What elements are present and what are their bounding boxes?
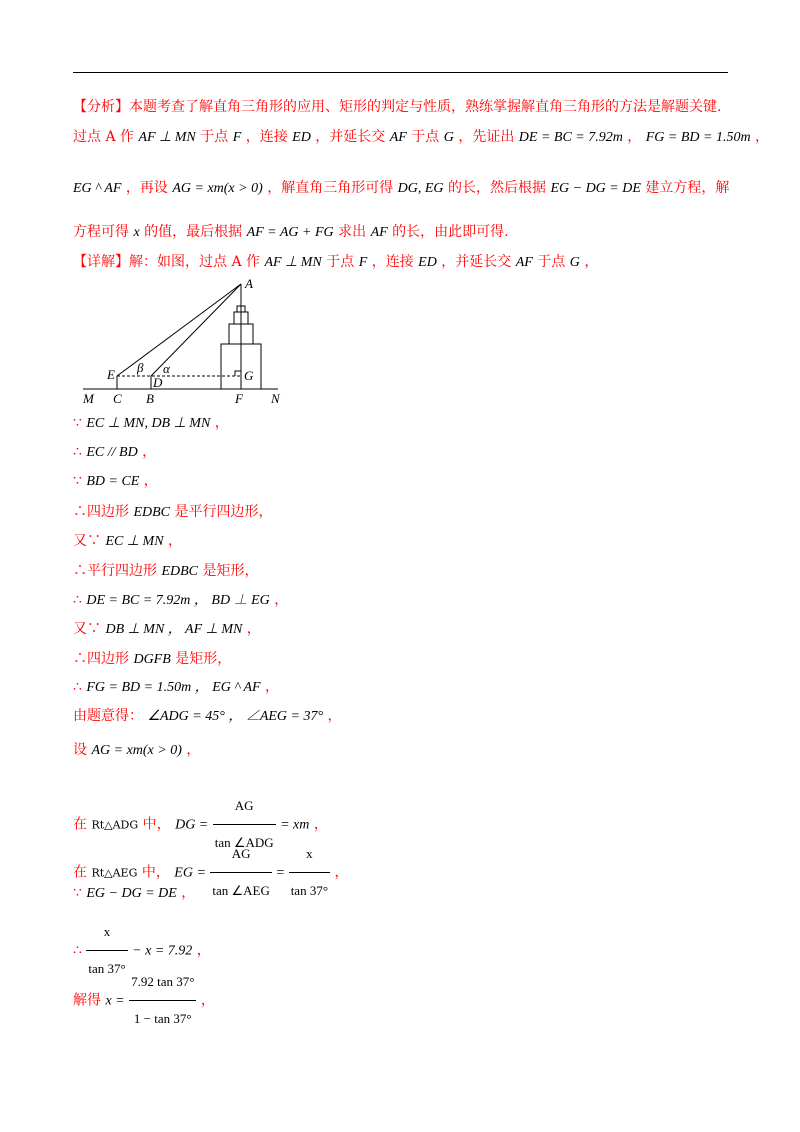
equation-result: 解得 x = $\frac{7.92 \tan 37^\circ}{1 - \tan 37^\circ}$ ， <box>73 964 733 1037</box>
label-e: E <box>107 367 115 382</box>
label-f: F <box>235 391 243 406</box>
step-6: ∴平行四边形 EDBC 是矩形， <box>73 563 259 579</box>
step-12: 设 AG = xm(x > 0) ， <box>73 742 201 758</box>
top-rule <box>73 72 728 73</box>
step-9: ∴四边形 DGFB 是矩形， <box>73 651 232 667</box>
label-c: C <box>113 391 122 406</box>
fraction-x-tan37-2: $\frac{x}{\tan 37^\circ}$ <box>86 914 127 987</box>
step-2: ∴ EC // BD ， <box>73 444 157 460</box>
fraction-x-tan37: $\frac{x}{\tan 37^\circ}$ <box>289 836 330 909</box>
label-b: B <box>146 391 154 406</box>
fraction-ag-tan-adg: $\frac{AG}{\text{tan ∠ADG}}$ <box>213 788 276 861</box>
equation-solve: ∴ $\frac{x}{\tan 37^\circ}$ − x = 7.92 ， <box>73 914 733 987</box>
detail-line-1: 【详解】解：如图，过点 A 作 AF ⊥ MN 于点 F ，连接 ED ，并延长交 AF 于点 G ， <box>73 254 599 270</box>
label-d: D <box>153 375 163 390</box>
analysis-line-1: 【分析】本题考查了解直角三角形的应用、矩形的判定与性质，熟练掌握解直角三角形的方法是解题关键. <box>73 99 722 115</box>
analysis-line-4: 方程可得 x 的值，最后根据 AF = AG + FG 求出 AF 的长，由此即可得. <box>73 224 509 240</box>
step-11: 由题意得： ∠ADG = 45° ， ∠AEG = 37° ， <box>73 708 342 724</box>
step-8: 又∵ DB ⊥ MN ， AF ⊥ MN ， <box>73 621 261 637</box>
equation-dg: 在 Rt△ADG 中， DG = $\frac{AG}{\text{tan ∠ADG}}$ = xm ， <box>73 788 733 861</box>
step-7: ∴ DE = BC = 7.92m ， BD ⊥ EG ， <box>73 592 289 608</box>
fraction-result: $\frac{7.92 \tan 37^\circ}{1 - \tan 37^\circ}$ <box>129 964 196 1037</box>
analysis-line-2: 过点 A 作 AF ⊥ MN 于点 F ，连接 ED ，并延长交 AF 于点 G ，先证出 DE = BC = 7.92m ， FG = BD = 1.50m ， <box>73 129 770 145</box>
step-1: ∵ EC ⊥ MN, DB ⊥ MN ， <box>73 415 229 431</box>
step-5: 又∵ EC ⊥ MN ， <box>73 533 182 549</box>
label-m: M <box>83 391 94 406</box>
label-n: N <box>271 391 280 406</box>
step-3: ∵ BD = CE ， <box>73 473 158 489</box>
analysis-line-3: EG ^ AF ，再设 AG = xm(x > 0) ，解直角三角形可得 DG, EG 的长，然后根据 EG − DG = DE 建立方程，解 <box>73 180 730 196</box>
step-10: ∴ FG = BD = 1.50m ， EG ^ AF ， <box>73 679 280 695</box>
equation-difference: ∵ EG − DG = DE ， <box>73 885 196 901</box>
label-g: G <box>244 368 254 383</box>
right-angle-mark <box>235 371 241 376</box>
segment-ae <box>117 284 241 376</box>
label-a: A <box>245 276 253 291</box>
fraction-ag-tan-aeg: $\frac{AG}{\text{tan ∠AEG}}$ <box>210 836 272 909</box>
label-beta: β <box>137 360 144 375</box>
equation-eg: 在 Rt△AEG 中， EG = $\frac{AG}{\text{tan ∠AEG}}$ = $\frac{x}{\tan 37^\circ}$ ， <box>73 836 733 909</box>
step-4: ∴四边形 EDBC 是平行四边形， <box>73 504 273 520</box>
label-alpha: α <box>163 361 170 376</box>
geometry-figure <box>73 276 293 406</box>
